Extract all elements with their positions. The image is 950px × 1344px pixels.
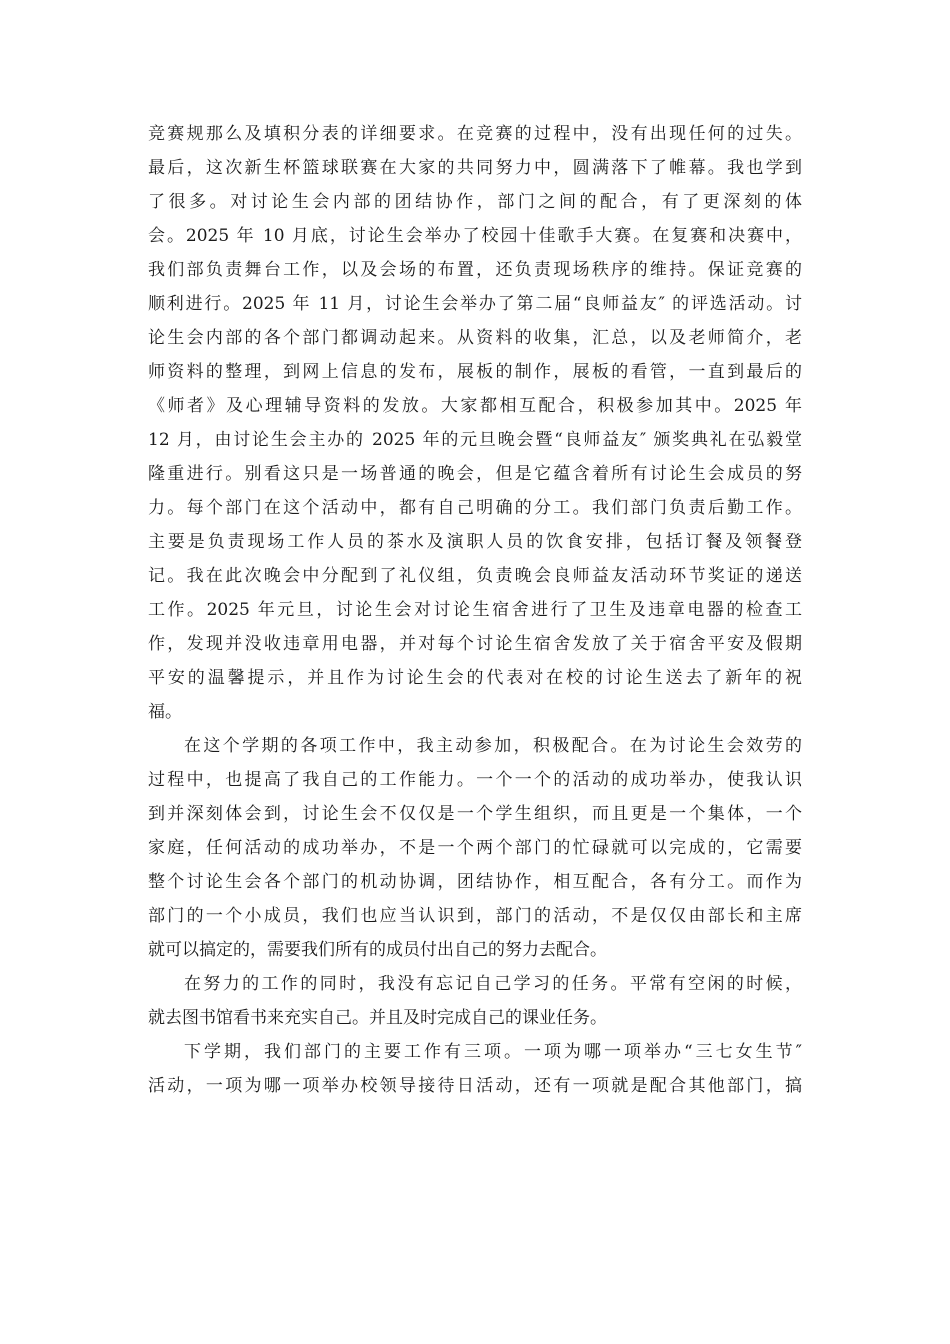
text-line: 部门的一个小成员，我们也应当认识到，部门的活动，不是仅仅由部长和主席 <box>148 906 802 926</box>
text-line: 论生会内部的各个部门都调动起来。从资料的收集，汇总，以及老师简介，老 <box>148 328 802 348</box>
text-line: 会。2025 年 10 月底，讨论生会举办了校园十佳歌手大赛。在复赛和决赛中， <box>148 226 802 246</box>
text-line: 到并深刻体会到，讨论生会不仅仅是一个学生组织，而且更是一个集体，一个 <box>148 804 802 824</box>
text-line: 下学期，我们部门的主要工作有三项。一项为哪一项举办“三七女生节″ <box>184 1042 802 1062</box>
text-line: 力。每个部门在这个活动中，都有自己明确的分工。我们部门负责后勤工作。 <box>148 498 802 518</box>
text-line: 平安的温馨提示，并且作为讨论生会的代表对在校的讨论生送去了新年的祝 <box>148 668 802 688</box>
text-line: 12 月，由讨论生会主办的 2025 年的元旦晚会暨“良师益友″ 颁奖典礼在弘毅堂 <box>148 430 802 450</box>
text-line: 就可以搞定的，需要我们所有的成员付出自己的努力去配合。 <box>148 940 607 960</box>
text-line: 家庭，任何活动的成功举办，不是一个两个部门的忙碌就可以完成的，它需要 <box>148 838 802 858</box>
text-line: 顺利进行。2025 年 11 月，讨论生会举办了第二届“良师益友″ 的评选活动。讨 <box>148 294 802 314</box>
text-line: 了很多。对讨论生会内部的团结协作，部门之间的配合，有了更深刻的体 <box>148 192 802 212</box>
text-line: 隆重进行。别看这只是一场普通的晚会，但是它蕴含着所有讨论生会成员的努 <box>148 464 802 484</box>
text-line: 整个讨论生会各个部门的机动协调，团结协作，相互配合，各有分工。而作为 <box>148 872 802 892</box>
document-body <box>148 117 802 1103</box>
text-line: 作，发现并没收违章用电器，并对每个讨论生宿舍发放了关于宿舍平安及假期 <box>148 634 802 654</box>
paragraph <box>148 967 802 1035</box>
text-line: 主要是负责现场工作人员的茶水及演职人员的饮食安排，包括订餐及领餐登 <box>148 532 802 552</box>
text-line: 工作。2025 年元旦，讨论生会对讨论生宿舍进行了卫生及违章电器的检查工 <box>148 600 802 620</box>
text-line: 在这个学期的各项工作中，我主动参加，积极配合。在为讨论生会效劳的 <box>184 736 802 756</box>
paragraph <box>148 729 802 967</box>
text-line: 在努力的工作的同时，我没有忘记自己学习的任务。平常有空闲的时候， <box>184 974 802 994</box>
text-line: 师资料的整理，到网上信息的发布，展板的制作，展板的看管，一直到最后的 <box>148 362 802 382</box>
text-line: 就去图书馆看书来充实自己。并且及时完成自己的课业任务。 <box>148 1008 607 1028</box>
paragraph <box>148 117 802 729</box>
text-line: 福。 <box>148 702 182 722</box>
text-line: 我们部负责舞台工作，以及会场的布置，还负责现场秩序的维持。保证竞赛的 <box>148 260 802 280</box>
paragraph <box>148 1035 802 1103</box>
text-line: 最后，这次新生杯篮球联赛在大家的共同努力中，圆满落下了帷幕。我也学到 <box>148 158 802 178</box>
text-line: 竞赛规那么及填积分表的详细要求。在竞赛的过程中，没有出现任何的过失。 <box>148 124 802 144</box>
text-line: 过程中，也提高了我自己的工作能力。一个一个的活动的成功举办，使我认识 <box>148 770 802 790</box>
text-line: 记。我在此次晚会中分配到了礼仪组，负责晚会良师益友活动环节奖证的递送 <box>148 566 802 586</box>
text-line: 《师者》及心理辅导资料的发放。大家都相互配合，积极参加其中。2025 年 <box>148 396 802 416</box>
text-line: 活动，一项为哪一项举办校领导接待日活动，还有一项就是配合其他部门，搞 <box>148 1076 802 1096</box>
